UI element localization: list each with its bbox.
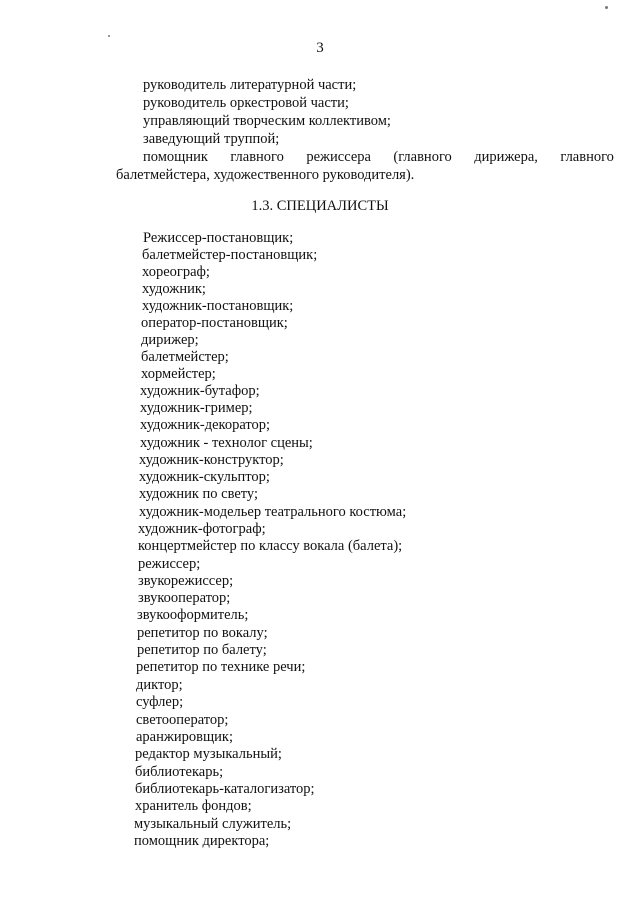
word: главного [560,149,614,165]
intro-line: управляющий творческим коллективом; [143,113,391,129]
section-title: 1.3. СПЕЦИАЛИСТЫ [251,198,389,214]
intro-line: руководитель оркестровой части; [143,95,349,111]
specialist-item: концертмейстер по классу вокала (балета); [138,538,403,554]
word: режиссера [306,149,371,165]
word: дирижера, [474,149,538,165]
specialist-item: художник; [142,281,206,297]
specialist-item: диктор; [136,677,183,693]
specialist-item: балетмейстер; [141,349,229,365]
word: помощник [143,149,208,165]
specialist-item: художник-модельер театрального костюма; [139,504,407,520]
specialist-item: художник-декоратор; [140,417,271,433]
specialist-item: художник-конструктор; [139,452,284,468]
intro-line: заведующий труппой; [143,131,280,147]
specialist-item: репетитор по вокалу; [137,625,268,641]
specialist-item: художник - технолог сцены; [140,435,313,451]
specialist-item: режиссер; [138,556,201,572]
specialist-item: аранжировщик; [136,729,234,745]
specialist-item: художник по свету; [139,486,259,502]
specialist-item: звукооформитель; [137,607,249,623]
specialist-item: художник-скульптор; [139,469,270,485]
specialist-item: оператор-постановщик; [141,315,288,331]
specialist-item: художник-постановщик; [142,298,294,314]
specialist-item: хореограф; [142,264,210,280]
page-number: 3 [316,40,324,56]
specialist-item: редактор музыкальный; [135,746,282,762]
specialist-item: светооператор; [136,712,229,728]
specialist-item: художник-бутафор; [140,383,260,399]
specialist-item: звукорежиссер; [138,573,234,589]
specialist-item: библиотекарь; [135,764,224,780]
specialist-item: хормейстер; [141,366,216,382]
specialist-item: Режиссер-постановщик; [143,230,294,246]
specialist-item: музыкальный служитель; [134,816,292,832]
specialist-item: художник-фотограф; [138,521,266,537]
specialist-item: репетитор по балету; [137,642,267,658]
word: (главного [393,149,452,165]
specialist-item: суфлер; [136,694,184,710]
specialist-item: библиотекарь-каталогизатор; [135,781,315,797]
word: главного [230,149,284,165]
intro-line: руководитель литературной части; [143,77,357,93]
specialist-item: помощник директора; [134,833,270,849]
continuation-line: балетмейстера, художественного руководителя). [116,167,415,183]
specialist-item: художник-гример; [140,400,253,416]
specialist-item: репетитор по технике речи; [136,659,306,675]
specialist-item: дирижер; [141,332,199,348]
specialist-item: балетмейстер-постановщик; [142,247,318,263]
specialist-item: хранитель фондов; [135,798,252,814]
specialist-item: звукооператор; [138,590,231,606]
